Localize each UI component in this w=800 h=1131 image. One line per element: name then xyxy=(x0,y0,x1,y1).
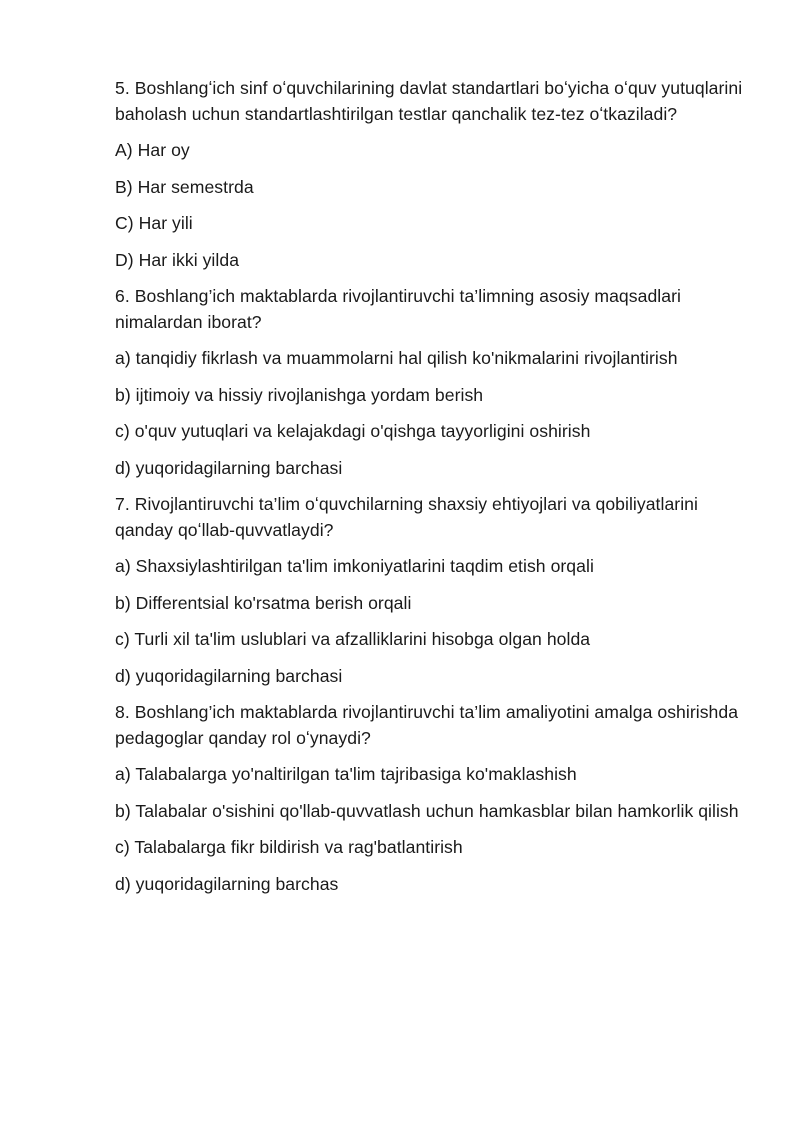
question-5-option-b: B) Har semestrda xyxy=(115,176,254,197)
question-8-text: 8. Boshlang’ich maktablarda rivojlantiruvchi ta’lim amaliyotini amalga oshirishda pedagoglar qanday rol oʻynaydi? xyxy=(115,702,739,748)
question-7-option-a: a) Shaxsiylashtirilgan ta'lim imkoniyatlarini taqdim etish orqali xyxy=(115,556,594,576)
question-5-option-a: A) Har oy xyxy=(115,140,190,160)
question-5-option-c: C) Har yili xyxy=(115,213,193,233)
question-7-text: 7. Rivojlantiruvchi ta’lim oʻquvchilarning shaxsiy ehtiyojlari va qobiliyatlarini qanday qoʻllab-quvvatlaydi? xyxy=(115,494,698,540)
question-8-option-d: d) yuqoridagilarning barchas xyxy=(115,873,339,894)
question-5-option-d: D) Har ikki yilda xyxy=(115,249,240,270)
question-7-option-d: d) yuqoridagilarning barchasi xyxy=(115,665,343,686)
question-6-option-c: c) o'quv yutuqlari va kelajakdagi o'qishga tayyorligini oshirish xyxy=(115,421,591,441)
question-5-text: 5. Boshlangʻich sinf oʻquvchilarining davlat standartlari boʻyicha oʻquv yutuqlarini baholash uchun standartlashtirilgan testlar qanchalik tez-tez oʻtkaziladi? xyxy=(115,78,743,124)
question-6-option-d: d) yuqoridagilarning barchasi xyxy=(115,457,343,478)
question-8-option-b: b) Talabalar o'sishini qo'llab-quvvatlash uchun hamkasblar bilan hamkorlik qilish xyxy=(115,800,739,821)
question-6-option-b: b) ijtimoiy va hissiy rivojlanishga yordam berish xyxy=(115,384,484,405)
document-page xyxy=(115,76,755,908)
question-6-option-a: a) tanqidiy fikrlash va muammolarni hal qilish ko'nikmalarini rivojlantirish xyxy=(115,348,678,368)
question-7-option-b: b) Differentsial ko'rsatma berish orqali xyxy=(115,592,412,613)
question-8-option-a: a) Talabalarga yo'naltirilgan ta'lim tajribasiga ko'maklashish xyxy=(115,764,577,784)
question-6-text: 6. Boshlang’ich maktablarda rivojlantiruvchi ta’limning asosiy maqsadlari nimalardan iborat? xyxy=(115,286,681,332)
question-8-option-c: c) Talabalarga fikr bildirish va rag'batlantirish xyxy=(115,837,463,857)
question-7-option-c: c) Turli xil ta'lim uslublari va afzalliklarini hisobga olgan holda xyxy=(115,629,591,649)
